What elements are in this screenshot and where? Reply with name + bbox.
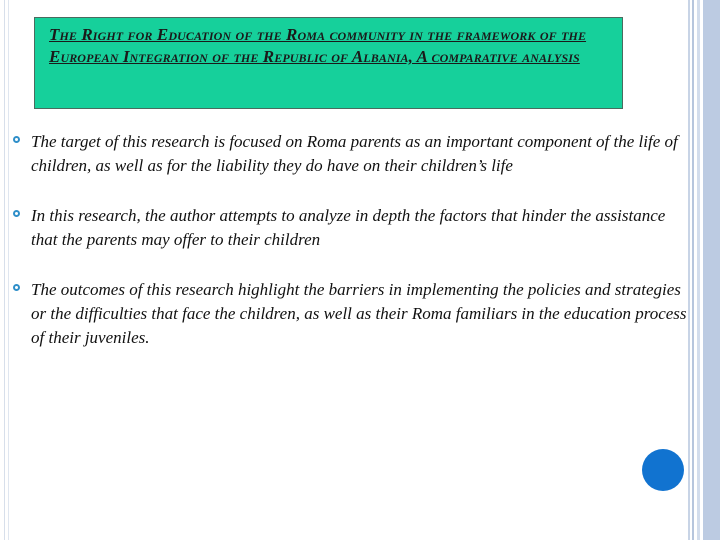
bullet-item: [10, 278, 690, 350]
left-border-line: [8, 0, 9, 540]
decorative-circle: [642, 449, 684, 491]
bullet-item: [10, 204, 690, 252]
bullet-list: [10, 130, 690, 366]
left-border-line: [4, 0, 5, 540]
right-border-stripe: [703, 0, 720, 540]
right-border-stripe: [692, 0, 694, 540]
title-box: [34, 17, 623, 109]
slide-title: The Right for Education of the Roma community in the framework of the European Integration of the Republic of Albania, A comparative analysis: [49, 25, 587, 66]
bullet-text: The outcomes of this research highlight the barriers in implementing the policies and strategies or the difficulties that face the children, as well as their Roma familiars in the education process of their juveniles.: [31, 280, 687, 347]
bullet-text: The target of this research is focused on Roma parents as an important component of the life of children, as well as for the liability they do have on their children’s life: [31, 132, 678, 175]
bullet-circle-icon: [13, 136, 20, 143]
bullet-circle-icon: [13, 210, 20, 217]
bullet-circle-icon: [13, 284, 20, 291]
bullet-text: In this research, the author attempts to analyze in depth the factors that hinder the assistance that the parents may offer to their children: [31, 206, 666, 249]
bullet-item: [10, 130, 690, 178]
right-border-stripe: [697, 0, 700, 540]
